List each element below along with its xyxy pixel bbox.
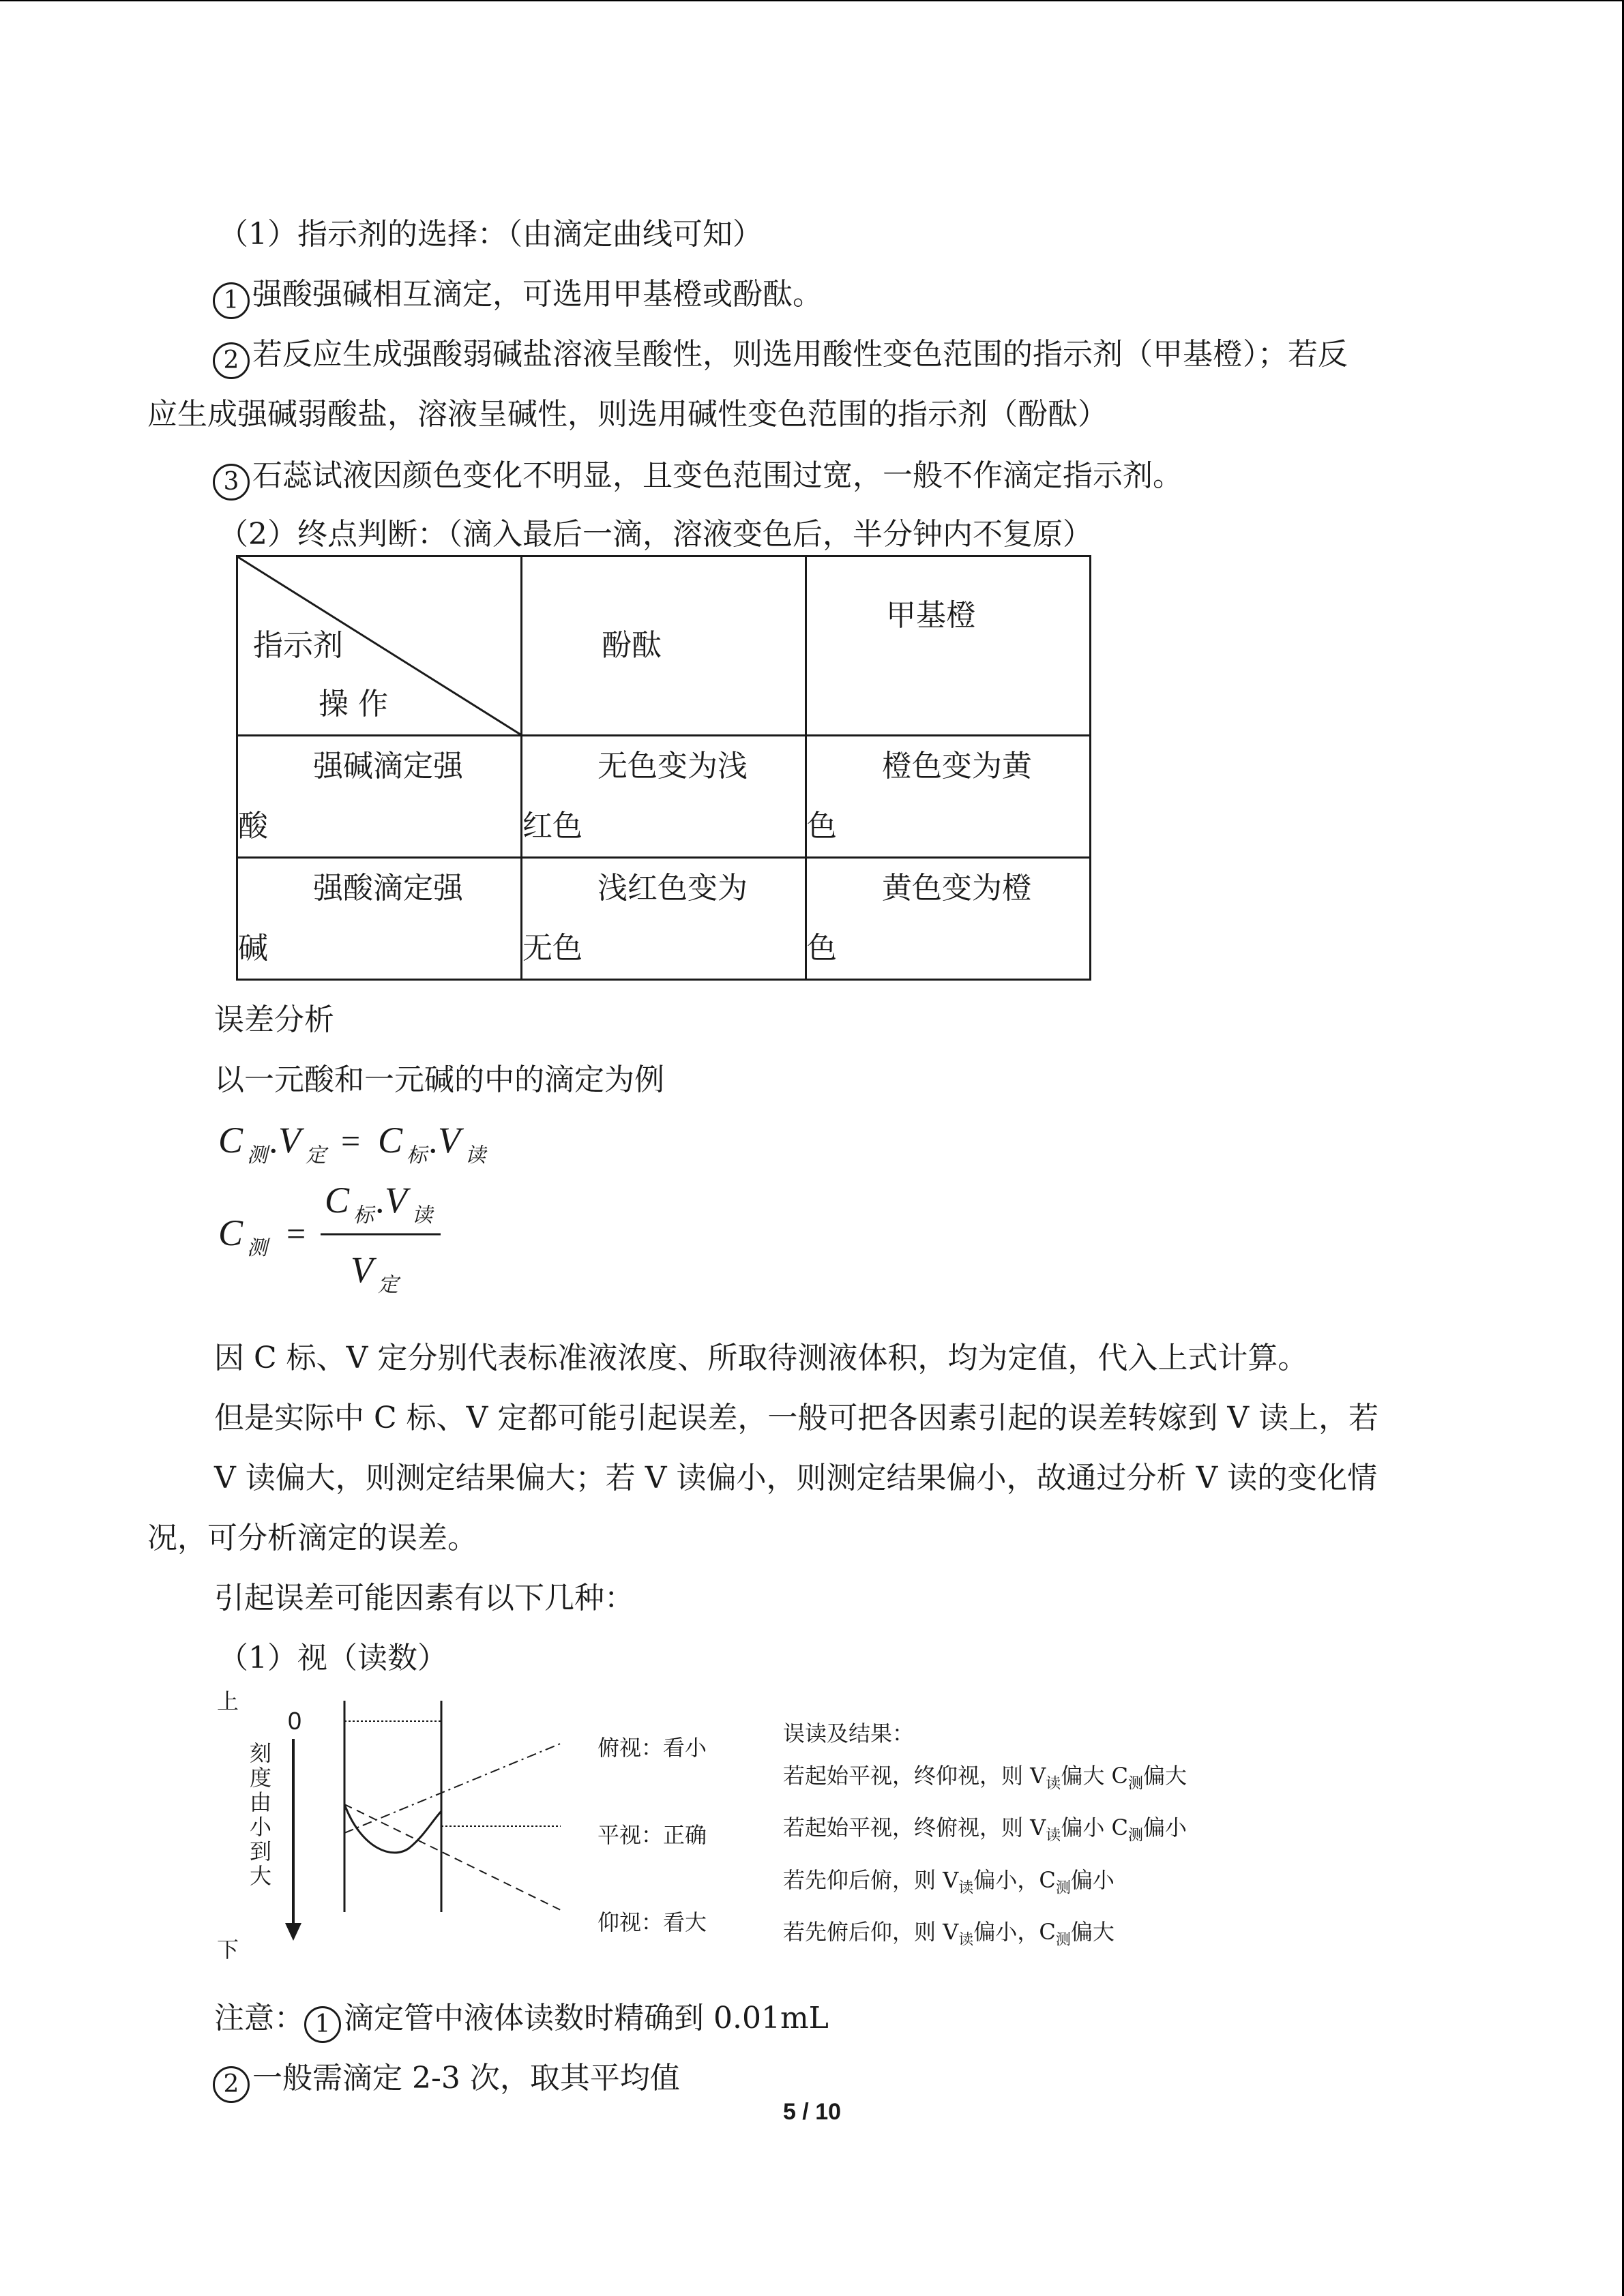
svg-text:定: 定: [306, 1144, 326, 1167]
page-number: 5 / 10: [782, 2099, 842, 2125]
result-line: 若起始平视，终仰视，则 $V_读$偏大 $C_测$偏大: [783, 1763, 1187, 1793]
look-down-sight-line: [344, 1743, 562, 1833]
endpoint-table: [236, 555, 1091, 981]
svg-text:V: V: [351, 1249, 373, 1290]
level-label: 平视：正确: [597, 1822, 707, 1848]
table-corner-cell: [237, 556, 522, 736]
results-block: [783, 1713, 1301, 1963]
zero-mark: 0: [288, 1707, 302, 1735]
results-title: 误读及结果：: [783, 1720, 915, 1746]
svg-text:V: V: [438, 1120, 460, 1161]
formula-1: [218, 1120, 488, 1167]
look-up-sight-line: [344, 1804, 562, 1911]
corner-top-label: 指示剂: [253, 628, 343, 663]
indicator-heading: （1）指示剂的选择：（由滴定曲线可知）: [218, 217, 763, 252]
svg-text:刻: 刻: [250, 1740, 272, 1766]
table-col-header: 酚酞: [522, 556, 806, 736]
error-para-2-line-1: 但是实际中 C 标、V 定都可能引起误差，一般可把各因素引起的误差转嫁到 V 读上，若: [214, 1401, 1379, 1435]
result-line: 若起始平视，终俯视，则 $V_读$偏小 $C_测$偏小: [783, 1815, 1187, 1845]
error-para-2-line-3: 况，可分析滴定的误差。: [147, 1521, 477, 1555]
svg-text:标: 标: [353, 1204, 374, 1227]
scale-arrow-head: [285, 1923, 301, 1941]
circled-number: 3: [213, 464, 250, 501]
svg-text:标: 标: [407, 1144, 427, 1167]
svg-text:C: C: [218, 1120, 243, 1161]
svg-text:C: C: [378, 1120, 403, 1161]
corner-bottom-label: 操 作: [319, 687, 388, 721]
indicator-item-1: 1 强酸强碱相互滴定，可选用甲基橙或酚酞。: [213, 274, 823, 319]
note-1: 注意： 1 滴定管中液体读数时精确到 0.01mL: [214, 1998, 829, 2043]
svg-text:读: 读: [412, 1204, 432, 1227]
note-2: 2 一般需滴定 2-3 次，取其平均值: [213, 2058, 680, 2103]
result-line: 若先俯后仰，则 $V_读$偏小，$C_测$偏大: [783, 1919, 1114, 1949]
look-down-label: 俯视：看小: [597, 1735, 707, 1761]
table-col-header: 甲基橙: [806, 556, 1091, 736]
svg-text:C: C: [325, 1180, 350, 1221]
svg-text:=: =: [341, 1122, 361, 1160]
top-label: 上: [217, 1688, 239, 1714]
svg-text:.: .: [269, 1120, 278, 1161]
result-line: 若先仰后俯，则 $V_读$偏小，$C_测$偏小: [783, 1866, 1114, 1897]
svg-text:.: .: [428, 1120, 438, 1161]
svg-text:读: 读: [465, 1144, 486, 1167]
formula-2: [218, 1180, 441, 1296]
indicator-item-3: 3 石蕊试液因颜色变化不明显，且变色范围过宽，一般不作滴定指示剂。: [213, 456, 1183, 501]
svg-text:由: 由: [250, 1789, 272, 1815]
svg-text:度: 度: [250, 1765, 272, 1791]
circled-number: 1: [213, 282, 250, 319]
svg-text:.: .: [375, 1180, 385, 1221]
reading-heading: （1）视（读数）: [218, 1641, 447, 1675]
svg-text:=: =: [286, 1214, 306, 1253]
svg-text:C: C: [218, 1212, 243, 1253]
error-para-1: 因 C 标、V 定分别代表标准液浓度、所取待测液体积，均为定值，代入上式计算。: [214, 1341, 1308, 1375]
svg-text:定: 定: [378, 1274, 398, 1296]
bottom-label: 下: [217, 1937, 239, 1963]
svg-text:大: 大: [250, 1863, 272, 1889]
svg-text:V: V: [278, 1120, 301, 1161]
error-para-2-line-2: V 读偏大，则测定结果偏大；若 V 读偏小，则测定结果偏小，故通过分析 V 读的变化情: [214, 1461, 1378, 1495]
endpoint-heading: （2）终点判断：（滴入最后一滴，溶液变色后，半分钟内不复原）: [218, 517, 1093, 552]
indicator-item-2-cont: 应生成强碱弱酸盐，溶液呈碱性，则选用碱性变色范围的指示剂（酚酞）: [147, 397, 1108, 432]
circled-number: 2: [213, 342, 250, 379]
svg-text:V: V: [385, 1180, 407, 1221]
top-border: [0, 0, 1624, 1]
error-example: 以一元酸和一元碱的中的滴定为例: [214, 1062, 664, 1097]
svg-text:小: 小: [250, 1814, 272, 1840]
svg-text:测: 测: [247, 1144, 267, 1167]
table-row: 强碱滴定强 酸 无色变为浅 红色 橙色变为黄 色: [237, 736, 1091, 858]
error-factors: 引起误差可能因素有以下几种：: [214, 1581, 634, 1615]
indicator-item-2: 2 若反应生成强酸弱碱盐溶液呈酸性，则选用酸性变色范围的指示剂（甲基橙）；若反: [213, 334, 1348, 379]
look-up-label: 仰视：看大: [597, 1909, 707, 1935]
circled-number: 1: [304, 2006, 341, 2043]
svg-text:到: 到: [250, 1838, 272, 1864]
circled-number: 2: [213, 2066, 250, 2103]
table-header-row: [237, 556, 1091, 736]
formula-block: [211, 1112, 498, 1309]
svg-text:测: 测: [247, 1237, 267, 1259]
table-row: 强酸滴定强 碱 浅红色变为 无色 黄色变为橙 色: [237, 858, 1091, 980]
error-heading: 误差分析: [214, 1002, 334, 1037]
scale-label: [250, 1740, 272, 1889]
